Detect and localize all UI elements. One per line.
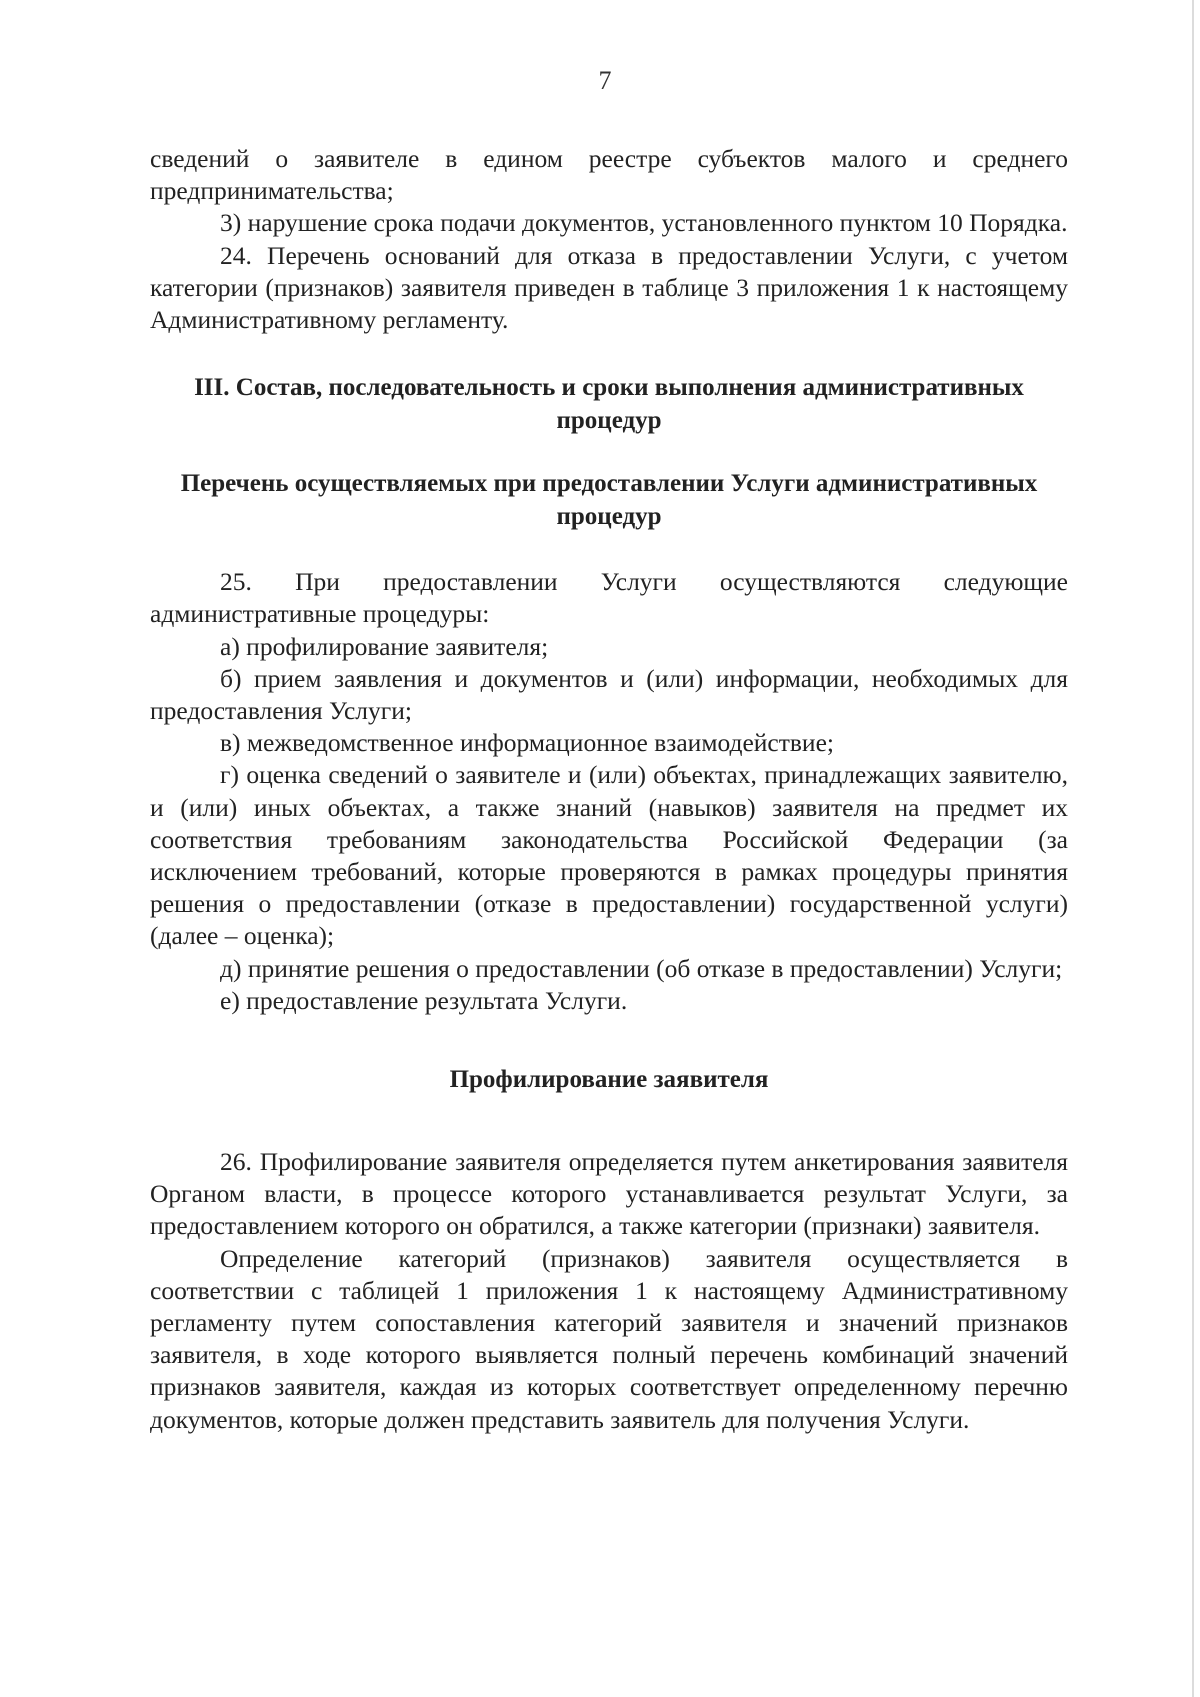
document-body bbox=[150, 143, 1068, 1436]
list-item-v: в) межведомственное информационное взаимодействие; bbox=[220, 728, 834, 758]
paragraph-26-continued: Определение категорий (признаков) заявителя осуществляется в соответствии с таблицей 1 приложения 1 к настоящему Административному регламенту путем сопоставления категорий заявителя и значений признаков заявителя, в ходе которого выявляется полный перечень комбинаций значений признаков заявителя, каждая из которых соответствует определенному перечню документов, которые должен представить заявитель для получения Услуги. bbox=[150, 1243, 1068, 1434]
subsection-heading-profiling: Профилирование заявителя bbox=[449, 1066, 769, 1094]
paragraph-24: 24. Перечень оснований для отказа в предоставлении Услуги, с учетом категории (признаков) заявителя приведен в таблице 3 приложения 1 к настоящему Административному регламенту. bbox=[150, 240, 1068, 335]
paragraph-26: 26. Профилирование заявителя определяется путем анкетирования заявителя Органом власти, в процессе которого устанавливается результат Услуги, за предоставлением которого он обратился, а также категории (признаки) заявителя. bbox=[150, 1147, 1068, 1241]
list-item-a: а) профилирование заявителя; bbox=[220, 631, 549, 661]
list-item-d: д) принятие решения о предоставлении (об отказе в предоставлении) Услуги; bbox=[220, 953, 1063, 983]
list-item-3: 3) нарушение срока подачи документов, установленного пунктом 10 Порядка. bbox=[220, 208, 1068, 238]
paragraph-continuation: сведений о заявителе в едином реестре субъектов малого и среднего предпринимательства; bbox=[150, 144, 1068, 206]
scan-edge-shadow bbox=[1192, 0, 1194, 1697]
list-item-b: б) прием заявления и документов и (или) информации, необходимых для предоставления Услуги; bbox=[150, 663, 1068, 726]
page-number: 7 bbox=[598, 66, 612, 95]
subsection-heading-procedures: Перечень осуществляемых при предоставлении Услуги административных процедур bbox=[180, 470, 1038, 531]
list-item-e: е) предоставление результата Услуги. bbox=[220, 985, 628, 1015]
paragraph-25: 25. При предоставлении Услуги осуществляются следующие административные процедуры: bbox=[150, 567, 1068, 629]
section-heading-iii: III. Состав, последовательность и сроки выполнения административных процедур bbox=[194, 374, 1024, 435]
list-item-g: г) оценка сведений о заявителе и (или) объектах, принадлежащих заявителю, и (или) иных объектах, а также знаний (навыков) заявителя на предмет их соответствия требованиям законодательства Российской Федерации (за исключением требований, которые проверяются в рамках процедуры принятия решения о предоставлении (отказе в предоставлении) государственной услуги) (далее – оценка); bbox=[150, 760, 1068, 951]
